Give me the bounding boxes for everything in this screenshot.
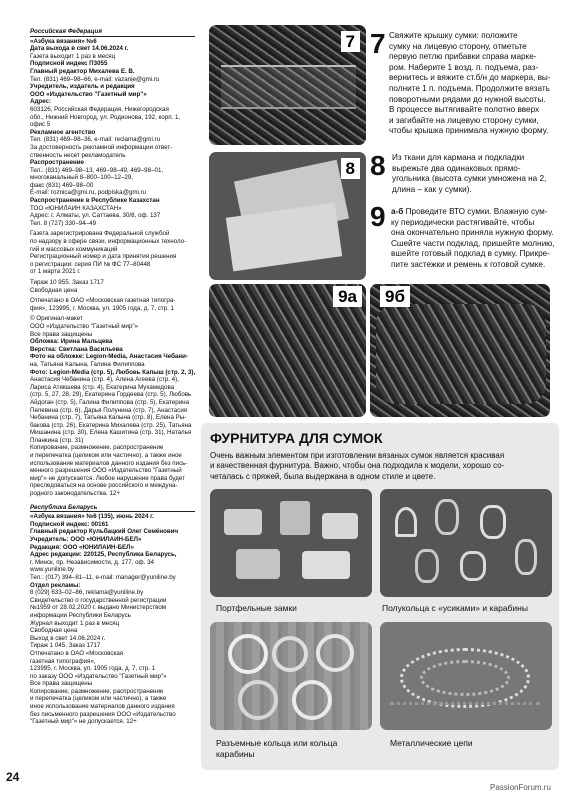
step-8-text [392, 153, 546, 195]
rf-lines-line: Все права защищены [30, 330, 93, 338]
rf-lines-line: родного законодательства. 12+ [30, 490, 120, 498]
caption-split-rings [216, 738, 337, 760]
rf-lines-line: Регистрационный номер и дата принятия решения [30, 253, 177, 261]
rf-lines-line: Лариса Атякшева (стр. 4), Екатерина Мухамедова [30, 383, 175, 391]
page-number: 24 [6, 770, 20, 784]
rf-lines-line: Планкина (стр. 31) [30, 436, 84, 444]
rf-lines-line: 603126, Российская Федерация, Нижегородская [30, 105, 169, 113]
s7-line: и загибайте на лицевую сторону сумки, [389, 115, 539, 125]
s9-line: вшейте готовый подклад в сумку. Прикре- [391, 249, 550, 259]
s7-line: чтобы крышка принимала нужную форму. [389, 126, 549, 136]
s8-line: длина – как у сумки). [392, 184, 472, 194]
rf-lines-line: по надзору в сфере связи, информационных техноло- [30, 238, 187, 246]
rb-lines-line: Учредитель: ООО «ЮНИЛАЙН-БЕЛ» [30, 536, 142, 543]
rb-lines-line: иное использование материалов данного издания [30, 703, 175, 711]
rf-lines-line: Отпечатано в ОАО «Московская газетная типогра- [30, 297, 176, 305]
rb-lines-line: Выход в свет 14.06.2024 г. [30, 634, 106, 642]
s7-line: полните 1 п. подъема. Продолжите вязать [389, 83, 550, 93]
photo-label-7: 7 [341, 31, 360, 52]
s7-line: поворотными рядами до нужной высоты. [389, 94, 546, 104]
rf-lines-line: от 1 марта 2021 г. [30, 268, 81, 276]
step-9-text [370, 207, 555, 271]
rb-lines-line: без письменного разрешения ООО «Издательство [30, 710, 176, 718]
s7-line: сумку на лицевую сторону, отметьте [389, 41, 527, 51]
rf-lines-line: Копирование, размножение, распространение [30, 444, 164, 452]
rf-lines-line: Анастасия Чебанина (стр. 4), Алена Агеева (стр. 4), [30, 376, 179, 384]
rf-lines-line: (стр. 5, 27, 28, 29), Екатерина Гордеева (стр. 5), Любовь [30, 391, 192, 399]
hw-intro-line: и качественная фурнитура. Важно, чтобы она подходила к модели, хорошо со- [210, 461, 505, 471]
photo-half-rings-carabiners [380, 489, 552, 597]
s9-line: ку периодически растягивайте, чтобы [391, 217, 535, 227]
rf-lines-line: Тираж 10 955. Заказ 1717 [30, 279, 104, 286]
caption-split-rings-line1: Разъемные кольца или кольца [216, 738, 338, 748]
rf-lines-line: Распространение [30, 159, 84, 167]
s9-line: Сшейте части подклад, пришейте молнию, [391, 238, 555, 248]
rf-lines-line: офис 5 [30, 121, 51, 129]
rb-lines-line: «Азбука вязания» №6 (135), июнь 2024 г. [30, 513, 154, 521]
photo-step-8 [209, 152, 366, 280]
rb-lines-line: Отдел рекламы: [30, 581, 81, 589]
rf-lines-line: Дата выхода в свет 14.06.2024 г. [30, 45, 129, 53]
rf-lines-line: ТОО «ЮНИЛАЙН КАЗАХСТАН» [30, 204, 122, 212]
rf-lines-line: Фото: Legion-Media (стр. 5), Любовь Капыш (стр. 2, 3), [30, 368, 195, 376]
hardware-intro [210, 451, 504, 482]
rb-lines-line: Тел.: (017) 394–81–11, e-mail: manager@yuniline.by [30, 573, 176, 581]
rf-lines-line: Подписной индекс П3055 [30, 60, 108, 68]
photo-label-9b: 9б [380, 286, 410, 307]
rf-lines-line: Учредитель, издатель и редакция [30, 83, 135, 91]
rf-lines-line: Газета зарегистрирована Федеральной службой [30, 230, 170, 238]
s8-line: вырежьте два одинаковых прямо- [392, 163, 521, 173]
step-8-number: 8 [370, 150, 386, 181]
imprint-column [30, 25, 195, 770]
rb-lines-line: Отпечатано в ОАО «Московская [30, 649, 124, 657]
rf-lines-line: За достоверность рекламной информации ответ- [30, 143, 173, 151]
imprint-rb-lines [30, 513, 195, 726]
s8-line: Из ткани для кармана и подкладки [392, 153, 525, 162]
hw-intro-line: четалась с пряжей, была выдержана в одном стиле и цвете. [210, 471, 436, 481]
s9-line: она окончательно приняла нужную форму. [391, 228, 554, 238]
rf-lines-line: Пелевина (стр. 6), Дарья Полунина (стр. 7), Анастасия [30, 406, 188, 414]
rb-lines-line: www.yuniline.by [30, 566, 75, 574]
caption-metal-chains: Металлические цепи [390, 738, 473, 748]
rf-lines-line: Рекламное агентство [30, 128, 96, 136]
rf-lines-line: мир"» не допускается. Любое нарушение права будет [30, 474, 185, 482]
rb-lines-line: г. Минск, пр. Независимости, д. 177, оф. 34 [30, 558, 154, 566]
hardware-title: ФУРНИТУРА ДЛЯ СУМОК [210, 430, 383, 446]
rb-lines-line: по заказу ООО «Издательство "Газетный мир"» [30, 672, 167, 680]
rf-lines-line: Тел.: (831) 469–98–13, 469–98–49, 469–98–01, [30, 166, 164, 174]
photo-split-rings [210, 622, 372, 730]
step-7-text [389, 31, 551, 137]
rf-lines-line: гий и массовых коммуникаций [30, 245, 118, 253]
rb-lines-line: Журнал выходит 1 раз в месяц [30, 619, 120, 627]
rf-lines-line: обл., Нижний Новгород, ул. Родионова, 192, корп. 1, [30, 113, 181, 121]
rb-lines-line: Свидетельство о государственной регистрации [30, 596, 167, 604]
rb-lines-line: Все права защищены [30, 680, 93, 688]
photo-briefcase-locks [210, 489, 372, 597]
step-7-number: 7 [370, 28, 386, 59]
step-9-suffix: а-б [391, 207, 404, 216]
rf-lines-line: бакова (стр. 26), Екатерина Михалева (стр. 25), Татьяна [30, 421, 192, 429]
step-9-first-line: Проведите ВТО сумки. Влажную сум- [405, 207, 548, 216]
rb-lines-line: Подписной индекс: 00161 [30, 520, 109, 528]
s7-line: первую петлю прибавки справа марке- [389, 52, 537, 62]
photo-step-7 [209, 25, 366, 145]
caption-split-rings-line2: карабины [216, 749, 255, 759]
rf-lines-line: о регистрации: серия ПИ № ФС 77–80448 [30, 260, 151, 268]
photo-label-8: 8 [341, 158, 360, 179]
s7-line: вернитесь и вяжите ст.б/н до маркера, вы- [389, 73, 551, 83]
rf-lines-line: Айдоган (стр. 5), Галина Филиппова (стр. 5), Екатерина [30, 398, 190, 406]
s7-line: В процессе вытягивайте полотно вверх [389, 105, 540, 115]
rf-lines-line: Адрес: [30, 98, 52, 106]
imprint-rf-lines [30, 38, 195, 498]
rf-lines-line: ственность несет рекламодатель [30, 151, 126, 159]
rf-lines-line: факс (831) 469–98–00 [30, 181, 94, 189]
rb-lines-line: №1959 от 28.02.2020 г. выдано Министерством [30, 604, 167, 612]
rf-lines-line: Газета выходит 1 раз в месяц [30, 52, 116, 60]
rb-lines-line: Редакция: ООО «ЮНИЛАЙН-БЕЛ» [30, 543, 134, 551]
rf-lines-line: ООО «Издательство "Газетный мир"» [30, 90, 147, 98]
rb-lines-line: 8 (029) 633–02–86, reklama@yuniline.by [30, 589, 144, 597]
rf-lines-line: Верстка: Светлана Васильева [30, 345, 123, 353]
rf-lines-line: фия», 123995, г. Москва, ул. 1905 года, д. 7, стр. 1 [30, 304, 174, 312]
rb-lines-line: "Газетный мир"» не допускается. 12+ [30, 718, 137, 726]
rb-lines-line: 123995, г. Москва, ул. 1905 года, д. 7, стр. 1 [30, 665, 156, 673]
rf-lines-line: Распространение в Республике Казахстан [30, 197, 160, 205]
rb-lines-line: Главный редактор Кульбацкий Олег Семёнович [30, 528, 179, 536]
rf-lines-line: Главный редактор Михалева Е. В. [30, 67, 135, 75]
s7-line: ром. Наберите 1 возд. п. подъема, раз- [389, 62, 539, 72]
rf-lines-line: Адрес: г. Алматы, ул. Саттаева, 30/8, оф. 137 [30, 212, 161, 220]
s9-line: пите застежки и ремень к готовой сумке. [391, 259, 546, 269]
imprint-rb-title: Республика Беларусь [30, 504, 195, 513]
photo-step-9a [209, 284, 366, 417]
rf-lines-line: «Азбука вязания» №6 [30, 37, 97, 45]
rf-lines-line: использование материалов данного издания без пись- [30, 459, 188, 467]
rf-lines-line: и перепечатка (целиком или частично), а также иное [30, 452, 182, 460]
rf-lines-line: Свободная цена [30, 286, 78, 294]
hw-intro-line: Очень важным элементом при изготовлении вязаных сумок является красивая [210, 451, 505, 460]
rf-lines-line: многоканальный 8–800–100–12–29, [30, 174, 134, 182]
photo-step-9b [370, 284, 550, 417]
rb-lines-line: Тираж 1 045. Заказ 1717 [30, 642, 101, 650]
rf-lines-line: Обложка: Ирина Мальцева [30, 338, 113, 346]
rf-lines-line: Мишанина (стр. 30), Елена Кашитина (стр. 31), Наталья [30, 429, 192, 437]
rf-lines-line: Тел. (831) 469–98–66, e-mail: vazanie@gmi.ru [30, 75, 160, 83]
rb-lines-line: Копирование, размножение, распространение [30, 687, 164, 695]
rb-lines-line: газетная типография», [30, 657, 96, 665]
rb-lines-line: Адрес редакции: 220125, Республика Беларусь, [30, 551, 177, 559]
rf-lines-line: E-mail: roznica@gmi.ru, podpiska@gmi.ru [30, 189, 147, 197]
rf-lines-line: Чебанина (стр. 7), Татьяна Калына (стр. 8), Елена Ры- [30, 414, 187, 422]
photo-label-9a: 9а [333, 286, 362, 307]
rb-lines-line: информации Республики Беларусь [30, 611, 131, 619]
imprint-rf-title: Российская Федерация [30, 28, 195, 37]
rf-lines-line: на, Татьяна Калына, Галина Филиппова [30, 360, 145, 368]
photo-metal-chains [380, 622, 552, 730]
s7-line: Свяжите крышку сумки: положите [389, 31, 518, 40]
caption-briefcase-locks: Портфельные замки [216, 603, 297, 613]
step-9-number: 9 [370, 201, 386, 232]
rf-lines-line: © Оригинал-макет [30, 315, 83, 323]
rf-lines-line: Тел. 8 (727) 330–94–49 [30, 219, 97, 227]
rf-lines-line: Фото на обложке: Legion-Media, Анастасия Чебани- [30, 353, 188, 361]
rb-lines-line: и перепечатка (целиком или частично), а также [30, 695, 167, 703]
rf-lines-line: ООО «Издательство "Газетный мир"» [30, 322, 139, 330]
s8-line: угольника (высота сумки умножена на 2, [392, 174, 547, 184]
rf-lines-line: преследоваться на основе российского и междуна- [30, 482, 178, 490]
rb-lines-line: Свободная цена [30, 627, 78, 635]
rf-lines-line: менного разрешения ООО «Издательство "Газетный [30, 467, 182, 475]
watermark: PassionForum.ru [490, 783, 551, 792]
rf-lines-line: Тел. (831) 469–98–36, e-mail: reclama@gmi.ru [30, 136, 161, 144]
caption-half-rings-carabiners: Полукольца с «усиками» и карабины [382, 603, 528, 613]
